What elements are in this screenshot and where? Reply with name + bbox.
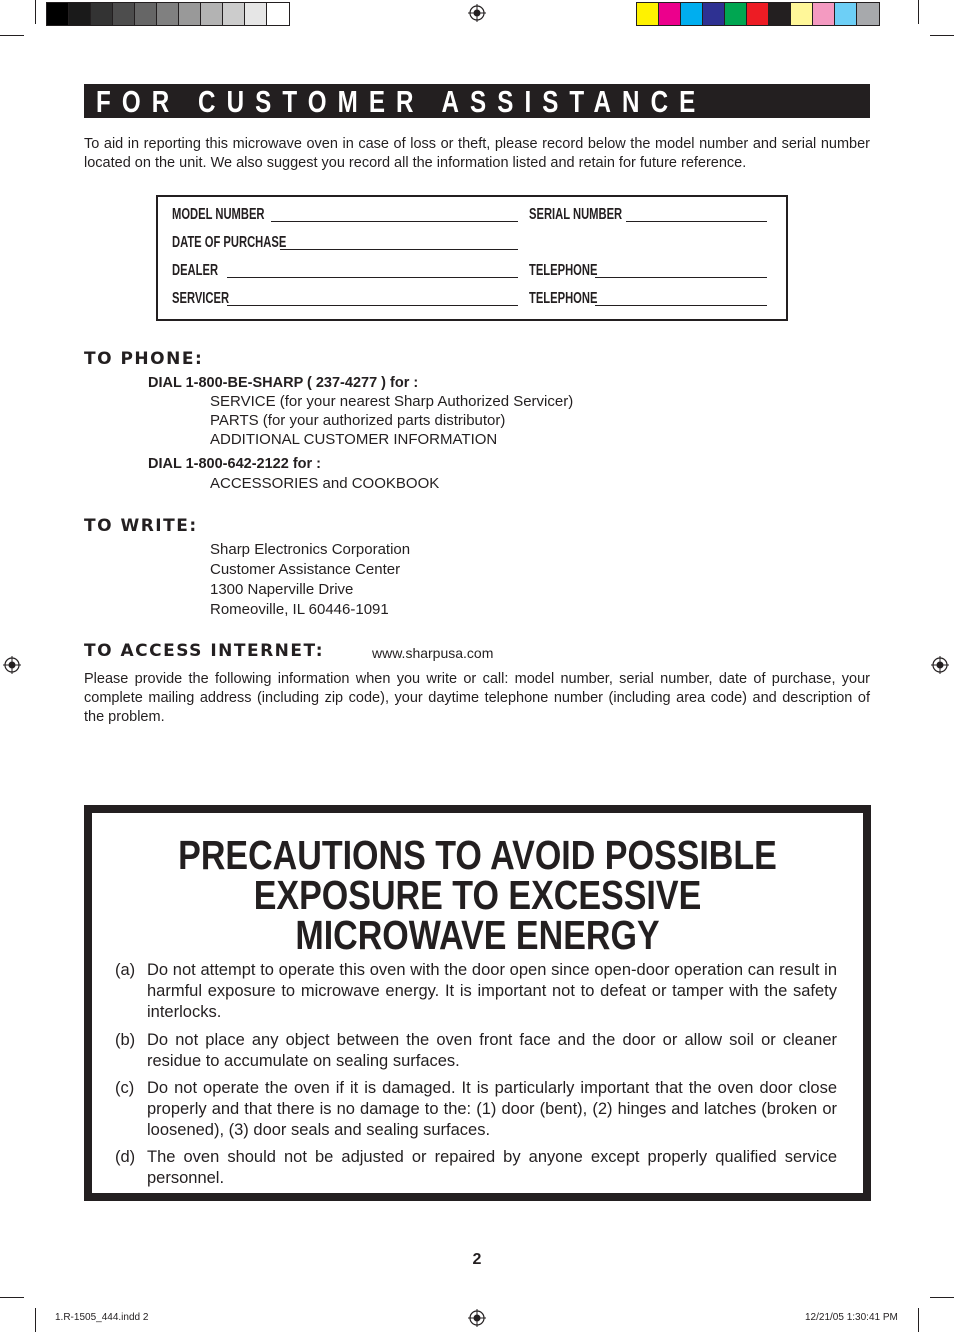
color-swatch-9 (835, 3, 857, 25)
precautions-title-line-2: EXPOSURE TO EXCESSIVE (253, 872, 702, 918)
phone-info-item: ADDITIONAL CUSTOMER INFORMATION (210, 431, 498, 448)
to-write-heading: TO WRITE: (84, 516, 198, 536)
registration-mark-bottom (468, 1309, 486, 1327)
servicer-line[interactable] (227, 305, 518, 306)
gray-swatch-0 (47, 3, 69, 25)
crop-mark-bottom-left-h (0, 1297, 24, 1298)
to-access-internet-heading: TO ACCESS INTERNET: (84, 641, 324, 661)
serial-number-line[interactable] (626, 221, 767, 222)
gray-swatch-4 (135, 3, 157, 25)
file-slug: 1.R-1505_444.indd 2 (55, 1312, 149, 1323)
precautions-box (84, 805, 871, 1201)
color-swatch-10 (857, 3, 879, 25)
telephone-label-2: TELEPHONE (529, 290, 598, 307)
color-swatch-5 (747, 3, 769, 25)
telephone-label-1: TELEPHONE (529, 262, 598, 279)
gray-swatch-bar (46, 2, 290, 26)
precaution-b-text: Do not place any object between the oven front face and the door or allow soil or cleaner residue to accumulate on sealing surfaces. (147, 1031, 837, 1070)
website-url[interactable]: www.sharpusa.com (372, 645, 494, 661)
address-line-1: Sharp Electronics Corporation (210, 541, 411, 558)
page-number: 2 (472, 1251, 482, 1268)
precaution-d-label: (d) (115, 1148, 136, 1166)
model-number-line[interactable] (271, 221, 518, 222)
date-of-purchase-line[interactable] (280, 249, 518, 250)
phone-service-item: SERVICE (for your nearest Sharp Authorized Servicer) (210, 393, 574, 410)
telephone-line-2[interactable] (595, 305, 767, 306)
intro-paragraph: To aid in reporting this microwave oven in case of loss or theft, please record below the model number and serial number located on the unit. We also suggest you record all the information listed and retain for future reference. (84, 136, 870, 171)
color-swatch-6 (769, 3, 791, 25)
dealer-line[interactable] (227, 277, 518, 278)
model-number-label: MODEL NUMBER (172, 206, 265, 223)
phone-parts-item: PARTS (for your authorized parts distributor) (210, 412, 506, 429)
gray-swatch-5 (157, 3, 179, 25)
crop-mark-bottom-right-h (930, 1297, 954, 1298)
gray-swatch-7 (201, 3, 223, 25)
color-swatch-3 (703, 3, 725, 25)
print-timestamp: 12/21/05 1:30:41 PM (805, 1312, 898, 1323)
gray-swatch-2 (91, 3, 113, 25)
crop-mark-top-right-v (918, 0, 919, 24)
address-line-2: Customer Assistance Center (210, 561, 401, 578)
dealer-label: DEALER (172, 262, 219, 279)
color-swatch-0 (637, 3, 659, 25)
crop-mark-bottom-left-v (35, 1308, 36, 1332)
registration-mark-top (468, 4, 486, 22)
gray-swatch-9 (245, 3, 267, 25)
gray-swatch-6 (179, 3, 201, 25)
banner-title: FOR CUSTOMER ASSISTANCE (96, 84, 707, 119)
precaution-d-text: The oven should not be adjusted or repaired by anyone except properly qualified service personnel. (147, 1148, 837, 1187)
dial-sharp-line: DIAL 1-800-BE-SHARP ( 237-4277 ) for : (148, 375, 419, 391)
date-of-purchase-label: DATE OF PURCHASE (172, 234, 287, 251)
servicer-label: SERVICER (172, 290, 230, 307)
telephone-line-1[interactable] (595, 277, 767, 278)
color-swatch-1 (659, 3, 681, 25)
precaution-b-label: (b) (115, 1031, 136, 1049)
precaution-a-label: (a) (115, 961, 136, 979)
registration-mark-left (3, 656, 21, 674)
gray-swatch-10 (267, 3, 289, 25)
dial-accessories-line: DIAL 1-800-642-2122 for : (148, 456, 322, 472)
color-swatch-8 (813, 3, 835, 25)
customer-assistance-banner (84, 84, 870, 118)
crop-mark-top-left-h (0, 35, 24, 36)
serial-number-label: SERIAL NUMBER (529, 206, 623, 223)
color-swatch-4 (725, 3, 747, 25)
crop-mark-top-left-v (35, 0, 36, 24)
gray-swatch-8 (223, 3, 245, 25)
color-swatch-7 (791, 3, 813, 25)
gray-swatch-3 (113, 3, 135, 25)
address-line-3: 1300 Naperville Drive (210, 581, 354, 598)
precaution-a-text: Do not attempt to operate this oven with the door open since open-door operation can result in harmful exposure to microwave energy. It is important not to defeat or tamper with the safety interlocks. (147, 961, 837, 1021)
address-line-4: Romeoville, IL 60446-1091 (210, 601, 389, 618)
to-phone-heading: TO PHONE: (84, 349, 204, 369)
gray-swatch-1 (69, 3, 91, 25)
record-form (156, 195, 788, 321)
color-swatch-2 (681, 3, 703, 25)
precaution-c-text: Do not operate the oven if it is damaged. It is particularly important that the oven door close properly and that there is no damage to the: (1) door (bent), (2) hinges and latches (broken or loosened), (3) door seals and sealing surfaces. (147, 1079, 837, 1139)
crop-mark-top-right-h (930, 35, 954, 36)
phone-accessories-item: ACCESSORIES and COOKBOOK (210, 475, 440, 492)
color-swatch-bar (636, 2, 880, 26)
precautions-title-line-1: PRECAUTIONS TO AVOID POSSIBLE (178, 832, 777, 878)
precaution-c-label: (c) (115, 1079, 135, 1097)
crop-mark-bottom-right-v (918, 1308, 919, 1332)
provide-info-paragraph: Please provide the following information when you write or call: model number, serial number, date of purchase, your complete mailing address (including zip code), your daytime telephone number (including area code) and description of the problem. (84, 671, 870, 725)
precautions-title-line-3: MICROWAVE ENERGY (295, 912, 660, 958)
registration-mark-right (931, 656, 949, 674)
